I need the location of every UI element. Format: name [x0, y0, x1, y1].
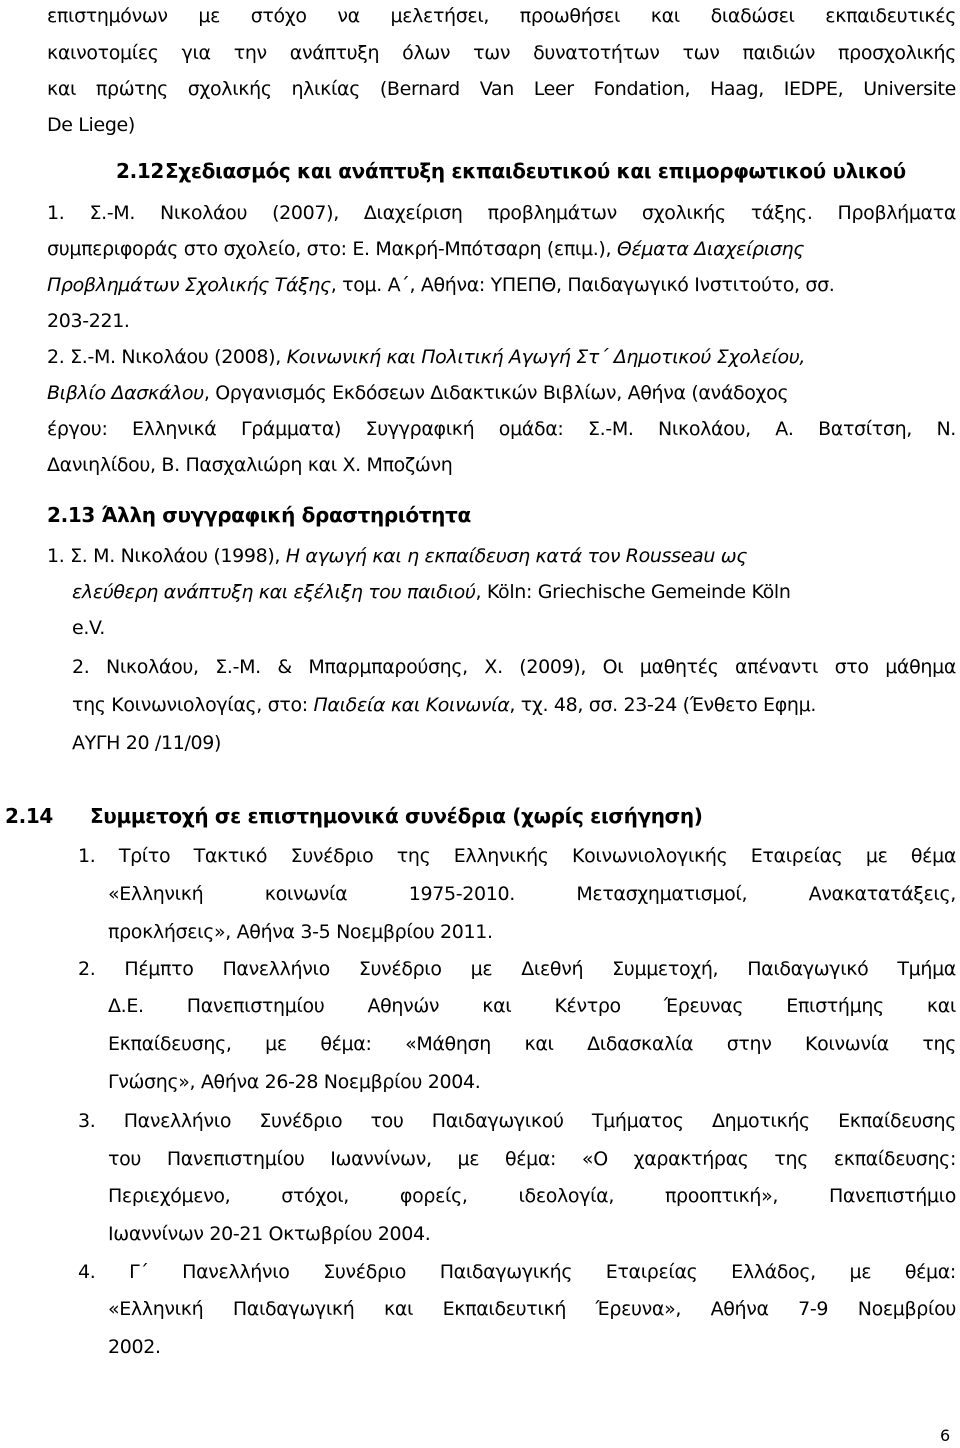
reference-line	[47, 381, 788, 405]
reference-text: , τομ. Α΄, Αθήνα: ΥΠΕΠΘ, Παιδαγωγικό Ινστιτούτο, σσ.	[330, 274, 835, 296]
reference-line	[47, 273, 834, 297]
reference-line	[47, 544, 747, 568]
conference-line: «Ελληνική κοινωνία 1975-2010. Μετασχηματισμοί, Ανακατατάξεις,	[108, 883, 956, 905]
conference-line: Δ.Ε. Πανεπιστημίου Αθηνών και Κέντρο Έρευνας Επιστήμης και	[108, 995, 956, 1017]
intro-line: και πρώτης σχολικής ηλικίας (Bernard Van Leer Fondation, Haag, IEDPE, Universite	[47, 78, 956, 100]
reference-line	[47, 345, 805, 369]
reference-title: Προβλημάτων Σχολικής Τάξης	[47, 274, 331, 296]
conference-line: Περιεχόμενο, στόχοι, φορείς, ιδεολογία, προοπτική», Πανεπιστήμιο	[108, 1185, 956, 1207]
reference-line: 2. Νικολάου, Σ.-Μ. & Μπαρμπαρούσης, Χ. (2009), Οι μαθητές απέναντι στο μάθημα	[72, 656, 956, 678]
intro-line: De Liege)	[47, 114, 135, 136]
conference-line: 4. Γ΄ Πανελλήνιο Συνέδριο Παιδαγωγικής Εταιρείας Ελλάδος, με θέμα:	[78, 1261, 956, 1283]
intro-line: επιστημόνων με στόχο να μελετήσει, προωθήσει και διαδώσει εκπαιδευτικές	[47, 5, 956, 27]
reference-line	[72, 693, 816, 717]
reference-title: Βιβλίο Δασκάλου	[47, 382, 204, 404]
reference-title: Η αγωγή και η εκπαίδευση κατά τον Rousseau ως	[285, 545, 748, 567]
conference-line: 3. Πανελλήνιο Συνέδριο του Παιδαγωγικού Τμήματος Δημοτικής Εκπαίδευσης	[78, 1110, 956, 1132]
reference-text: 1. Σ. Μ. Νικολάου (1998),	[47, 545, 286, 567]
reference-line	[72, 580, 791, 604]
reference-title: Κοινωνική και Πολιτική Αγωγή Στ΄ Δημοτικού Σχολείου,	[286, 346, 806, 368]
reference-text: , Οργανισμός Εκδόσεων Διδακτικών Βιβλίων, Αθήνα (ανάδοχος	[203, 382, 789, 404]
reference-text: , τχ. 48, σσ. 23-24 (Ένθετο Εφημ.	[509, 694, 817, 716]
conference-line: 2. Πέμπτο Πανελλήνιο Συνέδριο με Διεθνή Συμμετοχή, Παιδαγωγικό Τμήμα	[78, 958, 956, 980]
conference-line: Εκπαίδευσης, με θέμα: «Μάθηση και Διδασκαλία στην Κοινωνία της	[108, 1033, 956, 1055]
reference-line: e.V.	[72, 617, 105, 639]
conference-line: 1. Τρίτο Τακτικό Συνέδριο της Ελληνικής Κοινωνιολογικής Εταιρείας με θέμα	[78, 845, 956, 867]
reference-line	[47, 237, 956, 261]
reference-text: συμπεριφοράς στο σχολείο, στο: Ε. Μακρή-Μπότσαρη (επιμ.),	[47, 238, 617, 260]
page-number: 6	[940, 1426, 950, 1445]
reference-text: 2. Σ.-Μ. Νικολάου (2008),	[47, 346, 287, 368]
reference-line: έργου: Ελληνικά Γράμματα) Συγγραφική ομάδα: Σ.-Μ. Νικολάου, Α. Βατσίτση, Ν.	[47, 418, 956, 440]
section-heading: Συμμετοχή σε επιστημονικά συνέδρια (χωρίς εισήγηση)	[90, 804, 703, 828]
conference-line: του Πανεπιστημίου Ιωαννίνων, με θέμα: «Ο χαρακτήρας της εκπαίδευσης:	[108, 1148, 956, 1170]
section-number: 2.12	[116, 159, 164, 183]
conference-line: προκλήσεις», Αθήνα 3-5 Νοεμβρίου 2011.	[108, 921, 493, 943]
conference-line: 2002.	[108, 1336, 161, 1358]
reference-line: Δανιηλίδου, Β. Πασχαλιώρη και Χ. Μποζώνη	[47, 454, 453, 476]
section-heading: 2.13 Άλλη συγγραφική δραστηριότητα	[47, 503, 471, 527]
reference-line: 203-221.	[47, 310, 130, 332]
section-number: 2.14	[5, 804, 53, 828]
conference-line: Ιωαννίνων 20-21 Οκτωβρίου 2004.	[108, 1223, 431, 1245]
reference-title: Παιδεία και Κοινωνία	[313, 694, 510, 716]
intro-line: καινοτομίες για την ανάπτυξη όλων των δυνατοτήτων των παιδιών προσχολικής	[47, 42, 956, 64]
reference-line: 1. Σ.-Μ. Νικολάου (2007), Διαχείριση προβλημάτων σχολικής τάξης. Προβλήματα	[47, 202, 956, 224]
reference-title: ελεύθερη ανάπτυξη και εξέλιξη του παιδιού	[72, 581, 476, 603]
reference-text: , Köln: Griechische Gemeinde Köln	[475, 581, 791, 603]
reference-text: της Κοινωνιολογίας, στο:	[72, 694, 314, 716]
section-heading: Σχεδιασμός και ανάπτυξη εκπαιδευτικού και επιμορφωτικού υλικού	[165, 159, 906, 183]
reference-line: ΑΥΓΗ 20 /11/09)	[72, 732, 222, 754]
conference-line: Γνώσης», Αθήνα 26-28 Νοεμβρίου 2004.	[108, 1071, 481, 1093]
reference-title: Θέματα Διαχείρισης	[616, 238, 805, 260]
conference-line: «Ελληνική Παιδαγωγική και Εκπαιδευτική Έρευνα», Αθήνα 7-9 Νοεμβρίου	[108, 1298, 956, 1320]
